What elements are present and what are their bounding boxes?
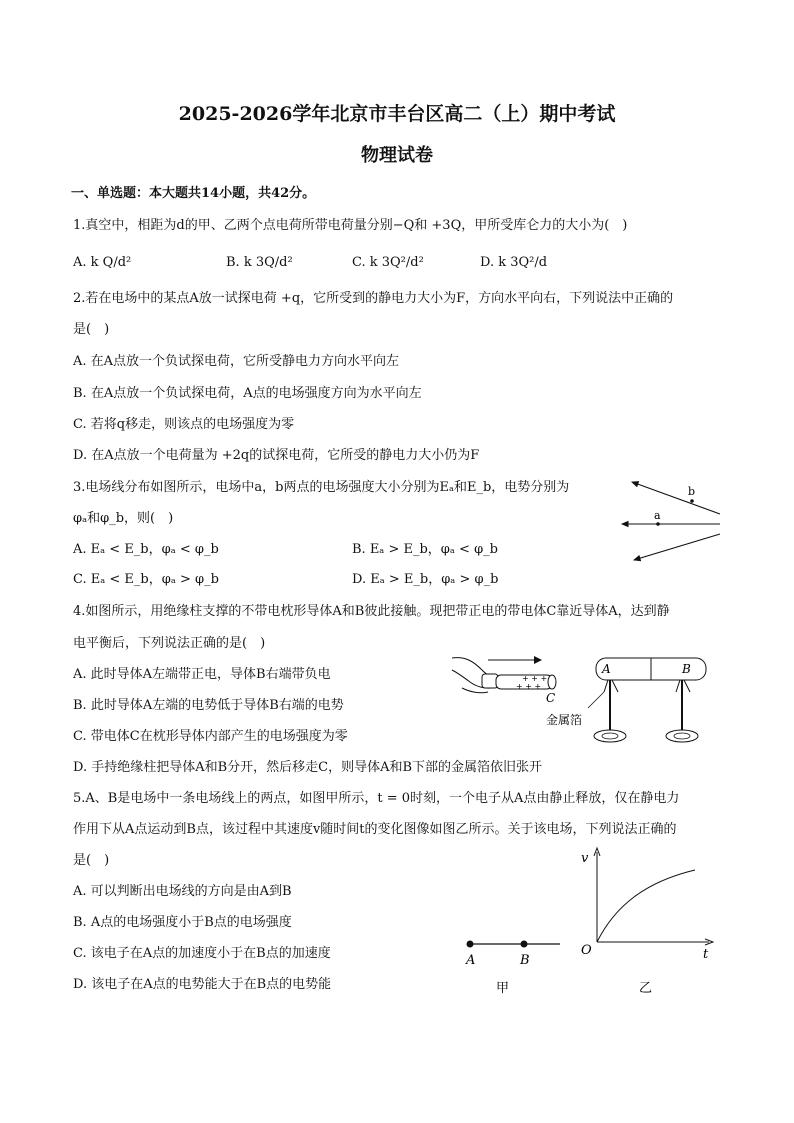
q4-label-a: A	[602, 662, 611, 676]
q3-option-c: C. Eₐ < E_b，φₐ > φ_b	[73, 572, 219, 587]
section-heading: 一、单选题：本大题共14小题，共42分。	[71, 186, 316, 201]
q1-option-c: C. k 3Q²/d²	[352, 255, 424, 270]
q4-option-d: D. 手持绝缘柱把导体A和B分开，然后移走C，则导体A和B下部的金属箔依旧张开	[73, 760, 543, 775]
q3-field-line-figure	[612, 474, 727, 534]
q4-option-b: B. 此时导体A左端的电势低于导体B右端的电势	[73, 698, 344, 713]
q5-origin: O	[581, 943, 592, 958]
q4-option-a: A. 此时导体A左端带正电，导体B右端带负电	[73, 667, 331, 682]
rod-plus-row1: + + +	[522, 674, 548, 683]
q5-stem-line3: 是( )	[73, 853, 110, 868]
q5-stem-line2: 作用下从A点运动到B点，该过程中其速度v随时间t的变化图像如图乙所示。关于该电场，下列说法正确的	[73, 822, 677, 837]
q3-label-b: b	[688, 485, 696, 498]
q5-figure-jia	[462, 936, 562, 996]
q2-stem-line1: 2.若在电场中的某点A放一试探电荷 +q，它所受到的静电力大小为F，方向水平向右，下列说法中正确的	[73, 291, 674, 306]
q2-option-c: C. 若将q移走，则该点的电场强度为零	[73, 417, 295, 432]
q2-option-b: B. 在A点放一个负试探电荷，A点的电场强度方向为水平向左	[73, 386, 422, 401]
exam-title: 2025-2026学年北京市丰台区高二（上）期中考试	[178, 103, 616, 125]
q4-option-c: C. 带电体C在枕形导体内部产生的电场强度为零	[73, 729, 348, 744]
v-t-curve	[597, 870, 695, 942]
q2-option-a: A. 在A点放一个负试探电荷，它所受静电力方向水平向左	[73, 354, 400, 369]
q5-figure-yi	[575, 846, 715, 996]
q5-option-b: B. A点的电场强度小于B点的电场强度	[73, 915, 292, 930]
q4-label-b: B	[682, 662, 691, 676]
q5-axis-v: v	[581, 851, 589, 866]
q5-stem-line1: 5.A、B是电场中一条电场线上的两点，如图甲所示，t = 0时刻，一个电子从A点由静止释放，仅在静电力	[73, 791, 680, 806]
rod-plus-row2: + + +	[516, 682, 542, 691]
q3-option-d: D. Eₐ > E_b，φₐ > φ_b	[352, 572, 499, 587]
q1-option-d: D. k 3Q²/d	[480, 255, 548, 270]
exam-subtitle: 物理试卷	[361, 145, 433, 166]
q4-foil-label: 金属箔	[546, 713, 583, 727]
q2-stem-line2: 是( )	[73, 322, 110, 337]
q3-stem-line2: φₐ和φ_b，则( )	[73, 511, 174, 526]
q5-option-c: C. 该电子在A点的加速度小于在B点的加速度	[73, 946, 331, 961]
q1-option-a: A. k Q/d²	[73, 255, 132, 270]
q1-stem: 1.真空中，相距为d的甲、乙两个点电荷所带电荷量分别−Q和 +3Q，甲所受库仑力的大小为( )	[73, 218, 628, 233]
q3-stem-line1: 3.电场线分布如图所示，电场中a，b两点的电场强度大小分别为Eₐ和E_b，电势分别为	[73, 480, 570, 495]
q5-option-d: D. 该电子在A点的电势能大于在B点的电势能	[73, 977, 332, 992]
q4-stem-line2: 电平衡后，下列说法正确的是( )	[73, 636, 266, 651]
q5-caption-yi: 乙	[639, 981, 653, 996]
q3-option-a: A. Eₐ < E_b，φₐ < φ_b	[73, 542, 219, 557]
q4-conductor-figure	[448, 648, 718, 748]
q5-point-a-label: A	[466, 953, 476, 968]
q5-point-b-label: B	[520, 953, 530, 968]
q4-stem-line1: 4.如图所示，用绝缘柱支撑的不带电枕形导体A和B彼此接触。现把带正电的带电体C靠近导体A，达到静	[73, 604, 670, 619]
q5-option-a: A. 可以判断出电场线的方向是由A到B	[73, 884, 292, 899]
q2-option-d: D. 在A点放一个电荷量为 +2q的试探电荷，它所受的静电力大小仍为F	[73, 448, 480, 463]
q3-option-b: B. Eₐ > E_b，φₐ < φ_b	[352, 542, 498, 557]
q1-option-b: B. k 3Q/d²	[226, 255, 293, 270]
q5-caption-jia: 甲	[496, 981, 510, 996]
q3-label-a: a	[654, 509, 661, 522]
q5-axis-t: t	[703, 947, 709, 962]
q4-label-c: C	[546, 691, 556, 705]
